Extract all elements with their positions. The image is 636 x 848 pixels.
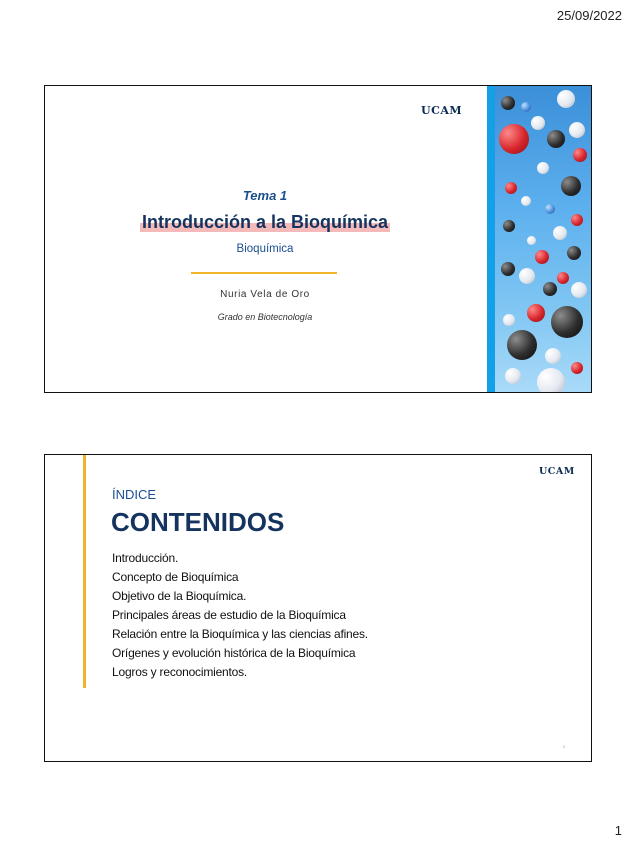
molecule-image bbox=[487, 86, 591, 392]
molecule-atom bbox=[557, 90, 575, 108]
molecule-atom bbox=[537, 162, 549, 174]
molecule-atom bbox=[537, 368, 565, 393]
ucam-logo: UCAM bbox=[539, 466, 575, 477]
page-number: 1 bbox=[614, 823, 622, 838]
molecule-atom bbox=[545, 204, 555, 214]
main-title-text: Introducción a la Bioquímica bbox=[141, 212, 389, 232]
molecule-atom bbox=[531, 116, 545, 130]
list-item: Orígenes y evolución histórica de la Bioquímica bbox=[112, 646, 356, 660]
molecule-atom bbox=[557, 272, 569, 284]
molecule-atom bbox=[501, 96, 515, 110]
contents-title: CONTENIDOS bbox=[111, 507, 285, 537]
molecule-atom bbox=[505, 368, 521, 384]
molecule-atom bbox=[507, 330, 537, 360]
molecule-atom bbox=[503, 314, 515, 326]
molecule-atom bbox=[521, 102, 531, 112]
molecule-atom bbox=[547, 130, 565, 148]
subject-label: Bioquímica bbox=[236, 243, 294, 255]
tema-label: Tema 1 bbox=[242, 188, 288, 203]
list-item: Concepto de Bioquímica bbox=[112, 570, 239, 584]
molecule-atom bbox=[567, 246, 581, 260]
molecule-atom bbox=[571, 214, 583, 226]
molecule-atom bbox=[519, 268, 535, 284]
molecule-atom bbox=[571, 362, 583, 374]
molecule-atom bbox=[499, 124, 529, 154]
slide-index bbox=[44, 454, 592, 762]
molecule-atom bbox=[535, 250, 549, 264]
molecule-atom bbox=[551, 306, 583, 338]
molecule-atom bbox=[553, 226, 567, 240]
molecule-atom bbox=[501, 262, 515, 276]
molecule-atom bbox=[561, 176, 581, 196]
list-item: Objetivo de la Bioquímica. bbox=[112, 589, 247, 603]
slide-number: 2 bbox=[562, 744, 565, 749]
molecule-atom bbox=[527, 304, 545, 322]
list-item: Relación entre la Bioquímica y las ciencias afines. bbox=[112, 627, 368, 641]
index-label: ÍNDICE bbox=[112, 487, 157, 502]
molecule-atom bbox=[543, 282, 557, 296]
author-name: Nuria Vela de Oro bbox=[220, 289, 310, 300]
list-item: Logros y reconocimientos. bbox=[112, 665, 248, 679]
list-item: Principales áreas de estudio de la Bioquímica bbox=[112, 608, 346, 622]
accent-bar bbox=[83, 455, 86, 688]
title-divider bbox=[191, 272, 337, 274]
molecule-atom bbox=[571, 282, 587, 298]
contents-list bbox=[112, 549, 368, 682]
page-date: 25/09/2022 bbox=[556, 8, 622, 23]
molecule-atom bbox=[521, 196, 531, 206]
slide-title bbox=[44, 85, 592, 393]
molecule-atom bbox=[545, 348, 561, 364]
molecule-atom bbox=[505, 182, 517, 194]
list-item: Introducción. bbox=[112, 551, 179, 565]
degree-label: Grado en Biotecnología bbox=[217, 312, 313, 322]
slide-main-title bbox=[105, 212, 425, 233]
molecule-atom bbox=[503, 220, 515, 232]
molecule-atom bbox=[569, 122, 585, 138]
ucam-logo: UCAM bbox=[421, 104, 463, 117]
molecule-atom bbox=[573, 148, 587, 162]
blue-stripe bbox=[487, 86, 495, 392]
molecule-atom bbox=[527, 236, 536, 245]
